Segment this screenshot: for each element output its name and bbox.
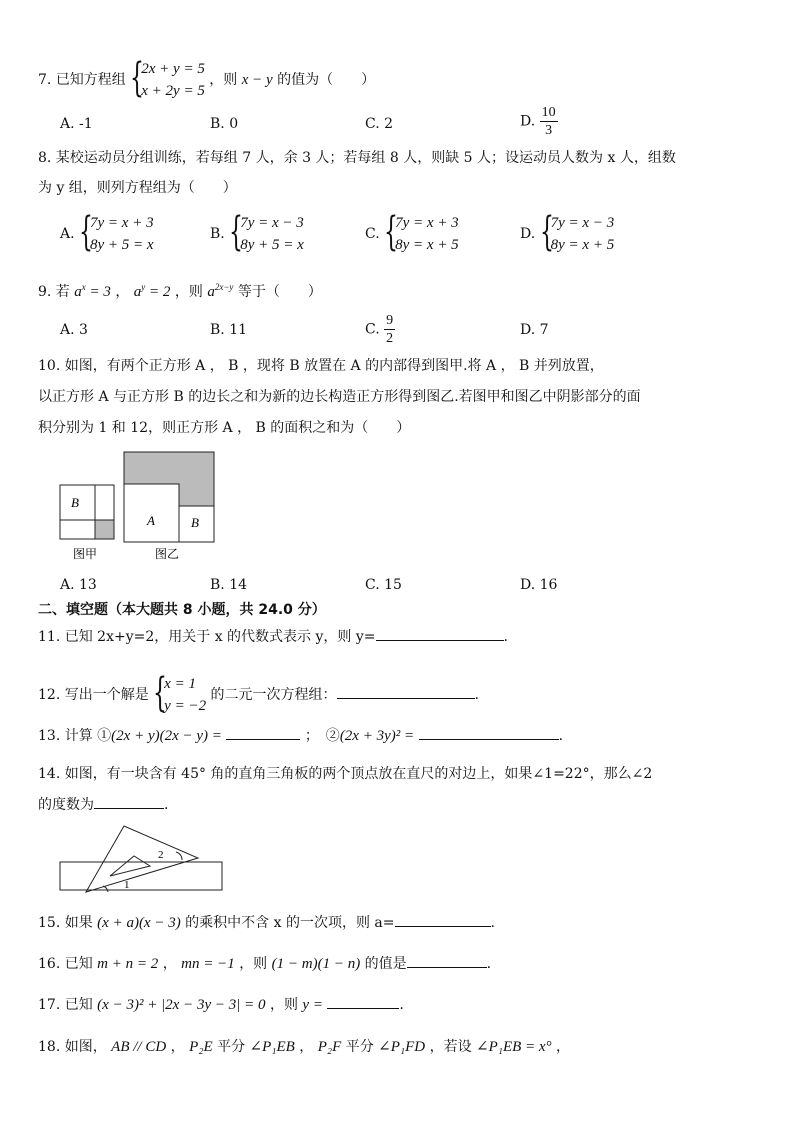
q10-option-c: C. 15 — [365, 577, 402, 593]
q10-line2: 以正方形 A 与正方形 B 的边长之和为新的边长构造正方形得到图乙.若图甲和图乙中阴影部分的面 — [38, 389, 641, 405]
fig-jia-label-b: B — [71, 495, 79, 510]
q7-tail: 的值为（ ） — [277, 72, 376, 88]
fig-yi-label-b: B — [191, 515, 199, 530]
q8-option-b: B. { 7y = x − 3 8y + 5 = x — [210, 209, 304, 255]
q14-line2: 的度数为 . — [38, 794, 168, 815]
q8-option-d: D. { 7y = x − 3 8y = x + 5 — [520, 209, 615, 255]
q8-line2: 为 y 组，则列方程组为（ ） — [38, 180, 237, 196]
angle-1-label: 1 — [124, 879, 130, 891]
q10-option-a: A. 13 — [60, 577, 97, 593]
q7-option-d-fraction: $\frac{10}{3}$ — [541, 105, 556, 138]
figure-jia — [60, 485, 114, 539]
q7-option-a: A. -1 — [60, 116, 93, 132]
q16-line: 16. 已知 m + n = 2 ， mn = −1 ，则 (1 − m)(1 − n) 的值是 . — [38, 953, 491, 974]
figure-yi — [124, 452, 214, 542]
q7-eq1: 2x + y = 5 — [141, 61, 205, 77]
q8-option-a: A. { 7y = x + 3 8y + 5 = x — [60, 209, 154, 255]
section-heading-fill-blank: 二、填空题（本大题共 8 小题，共 24.0 分） — [38, 602, 326, 618]
q7-line — [38, 55, 376, 102]
fig-yi-label-a: A — [147, 513, 155, 528]
q16-answer-blank — [407, 953, 487, 968]
q7-num: 7. — [38, 72, 52, 88]
q9-option-d: D. 7 — [520, 322, 549, 338]
q8-line1: 8. 某校运动员分组训练，若每组 7 人，余 3 人；若每组 8 人，则缺 5 人；设运动员人数为 x 人，组数 — [38, 150, 676, 166]
q9-option-c: C. $\frac{9}{2}$ — [365, 313, 394, 346]
q7-expr: x − y — [241, 72, 273, 88]
q13-answer-blank-1 — [226, 725, 300, 740]
q9-option-a: A. 3 — [60, 322, 88, 338]
q17-answer-blank — [327, 994, 399, 1009]
q7-system: { 2x + y = 5 x + 2y = 5 — [130, 55, 205, 101]
q7-then: ，则 — [209, 72, 238, 88]
q7-eq2: x + 2y = 5 — [141, 83, 205, 99]
q7-option-c: C. 2 — [365, 116, 394, 132]
q9-option-c-fraction: $\frac{9}{2}$ — [386, 313, 394, 346]
q9-line: 9. 若 $a^x = 3$ ， $a^y = 2$ ，则 $a^{2x-y}$ 等于（ ） — [38, 282, 322, 300]
q8-option-c: C. { 7y = x + 3 8y = x + 5 — [365, 209, 459, 255]
q15-line: 15. 如果 (x + a)(x − 3) 的乘积中不含 x 的一次项，则 a= . — [38, 912, 495, 933]
q10-line1: 10. 如图，有两个正方形 A ， B ，现将 B 放置在 A 的内部得到图甲.将 A ， B 并列放置， — [38, 358, 604, 374]
q13-answer-blank-2 — [419, 725, 559, 740]
q17-line: 17. 已知 (x − 3)² + |2x − 3y − 3| = 0 ，则 y = . — [38, 994, 404, 1015]
q9-option-b: B. 11 — [210, 322, 248, 338]
q14-line1: 14. 如图，有一块含有 45° 角的直角三角板的两个顶点放在直尺的对边上，如果∠1=22°，那么∠2 — [38, 766, 653, 782]
q11-line: 11. 已知 2x+y=2，用关于 x 的代数式表示 y，则 y= . — [38, 626, 508, 647]
fig-yi-caption: 图乙 — [155, 547, 180, 561]
q15-answer-blank — [395, 912, 491, 927]
q18-line: 18. 如图， AB // CD ， P₂E 平分 ∠P₁EB ， P₂F 平分 ∠P₁FD ，若设 ∠P₁EB = x° ， — [38, 1039, 571, 1055]
q13-line: 13. 计算 ①(2x + y)(2x − y) = ； ②(2x + 3y)² = . — [38, 725, 563, 746]
q10-line3: 积分别为 1 和 12，则正方形 A ， B 的面积之和为（ ） — [38, 420, 411, 436]
q14-answer-blank — [94, 794, 164, 809]
q11-answer-blank — [376, 626, 504, 641]
q14-ruler-triangle-figure — [58, 822, 226, 894]
q7-option-b: B. 0 — [210, 116, 239, 132]
q12-line: 12. 写出一个解是 { x = 1 y = −2 的二元一次方程组： . — [38, 670, 479, 716]
q7-text: 已知方程组 — [55, 72, 126, 88]
q10-option-d: D. 16 — [520, 577, 558, 593]
q7-option-d: D. $\frac{10}{3}$ — [520, 105, 556, 138]
q10-option-b: B. 14 — [210, 577, 248, 593]
angle-2-label: 2 — [158, 849, 164, 861]
q12-answer-blank — [337, 684, 475, 699]
q10-figures — [55, 448, 225, 566]
fig-jia-caption: 图甲 — [73, 547, 98, 561]
